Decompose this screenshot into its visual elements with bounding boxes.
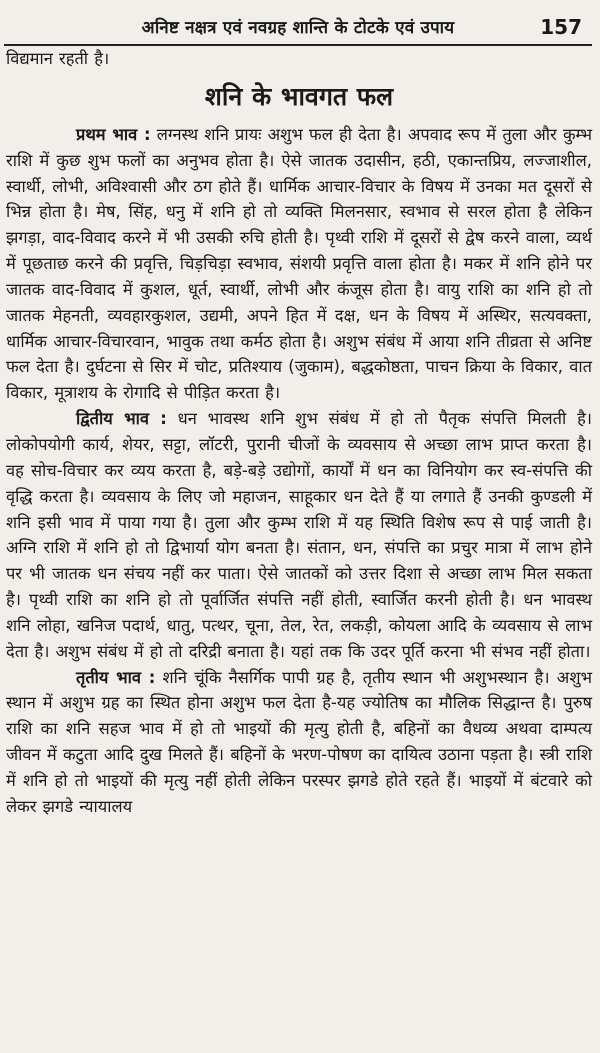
paragraph-heading: तृतीय भाव : — [76, 667, 156, 687]
paragraph-third-house — [6, 665, 592, 820]
page-number: 157 — [540, 15, 582, 39]
paragraph-first-house — [6, 122, 592, 406]
paragraph-heading: प्रथम भाव : — [76, 124, 151, 144]
paragraph-text: लग्नस्थ शनि प्रायः अशुभ फल ही देता है। अपवाद रूप में तुला और कुम्भ राशि में कुछ शुभ फलों का अनुभव होता है। ऐसे जातक उदासीन, हठी, एकान्तप्रिय, लज्जाशील, स्वार्थी, लोभी, अविश्वासी और ठग होते हैं। धार्मिक आचार-विचार के विषय में उनका मत दूसरों से भिन्न होता है। मेष, सिंह, धनु में शनि हो तो व्यक्ति मिलनसार, स्वभाव से सरल होता है लेकिन झगड़ा, वाद-विवाद करने में भी उसकी रुचि होती है। पृथ्वी राशि में दूसरों से द्वेष करने वाला, व्यर्थ में पूछताछ करने की प्रवृत्ति, चिड़चिड़ा स्वभाव, संशयी प्रवृत्ति वाला होता है। मकर में शनि होने पर जातक वाद-विवाद में कुशल, धूर्त, स्वार्थी, लोभी और कंजूस होता है। वायु राशि का शनि हो तो जातक मेहनती, व्यवहारकुशल, उद्यमी, अपने हित में दक्ष, धन के विषय में अस्थिर, सत्यवक्ता, धार्मिक आचार-विचारवान, भावुक तथा कर्मठ होता है। अशुभ संबंध में आया शनि तीव्रता से अनिष्ट फल देता है। दुर्घटना से सिर में चोट, प्रतिश्याय (जुकाम), बद्धकोष्ठता, पाचन क्रिया के विकार, वात विकार, मूत्राशय के रोगादि से पीड़ित करता है। — [6, 124, 592, 403]
page-content — [4, 46, 592, 820]
continuation-text: विद्यमान रहती है। — [6, 49, 110, 68]
page-header — [4, 0, 592, 46]
running-title: अनिष्ट नक्षत्र एवं नवग्रह शान्ति के टोटके एवं उपाय — [141, 18, 455, 38]
paragraph-heading: द्वितीय भाव : — [76, 409, 167, 429]
paragraph-text: शनि चूंकि नैसर्गिक पापी ग्रह है, तृतीय स्थान भी अशुभस्थान है। अशुभ स्थान में अशुभ ग्रह का स्थित होना अशुभ फल देता है-यह ज्योतिष का मौलिक सिद्धान्त है। पुरुष राशि का शनि सहज भाव में हो तो भाइयों की मृत्यु होती है, बहिनों का वैधव्य अथवा दाम्पत्य जीवन में कटुता आदि दुख मिलते हैं। बहिनों के भरण-पोषण का दायित्व उठाना पड़ता है। स्त्री राशि में शनि हो तो भाइयों की मृत्यु नहीं होती लेकिन परस्पर झगडे होते रहते हैं। भाइयों में बंटवारे को लेकर झगडे न्यायालय — [6, 667, 592, 816]
paragraph-text: धन भावस्थ शनि शुभ संबंध में हो तो पैतृक संपत्ति मिलती है। लोकोपयोगी कार्य, शेयर, सट्टा, लॉटरी, पुरानी चीजों के व्यवसाय से अच्छा लाभ प्राप्त करता है। वह सोच-विचार कर व्यय करता है, बड़े-बड़े उद्योगों, कार्यों में धन का विनियोग कर स्व-संपत्ति की वृद्धि करता है। व्यवसाय के लिए जो महाजन, साहूकार धन देते हैं या लगाते हैं उनकी कुण्डली में शनि इसी भाव में पाया गया है। तुला और कुम्भ राशि में यह स्थिति विशेष रूप से पाई जाती है। अग्नि राशि में शनि हो तो द्विभार्या योग बनता है। संतान, धन, संपत्ति का प्रचुर मात्रा में लाभ होने पर भी जातक धन संचय नहीं कर पाता। ऐसे जातकों को उत्तर दिशा से अच्छा लाभ मिल सकता है। पृथ्वी राशि का शनि हो तो पूर्वार्जित संपत्ति नहीं होती, स्वार्जित करनी होती है। धन भावस्थ शनि लोहा, खनिज पदार्थ, धातु, पत्थर, चूना, तेल, रेत, लकड़ी, कोयला आदि के व्यवसाय से लाभ देता है। अशुभ संबंध में हो तो दरिद्री बनाता है। यहां तक कि उदर पूर्ति करना भी संभव नहीं होता। — [6, 409, 592, 661]
section-title: शनि के भावगत फल — [204, 81, 394, 111]
paragraph-second-house — [6, 406, 592, 664]
